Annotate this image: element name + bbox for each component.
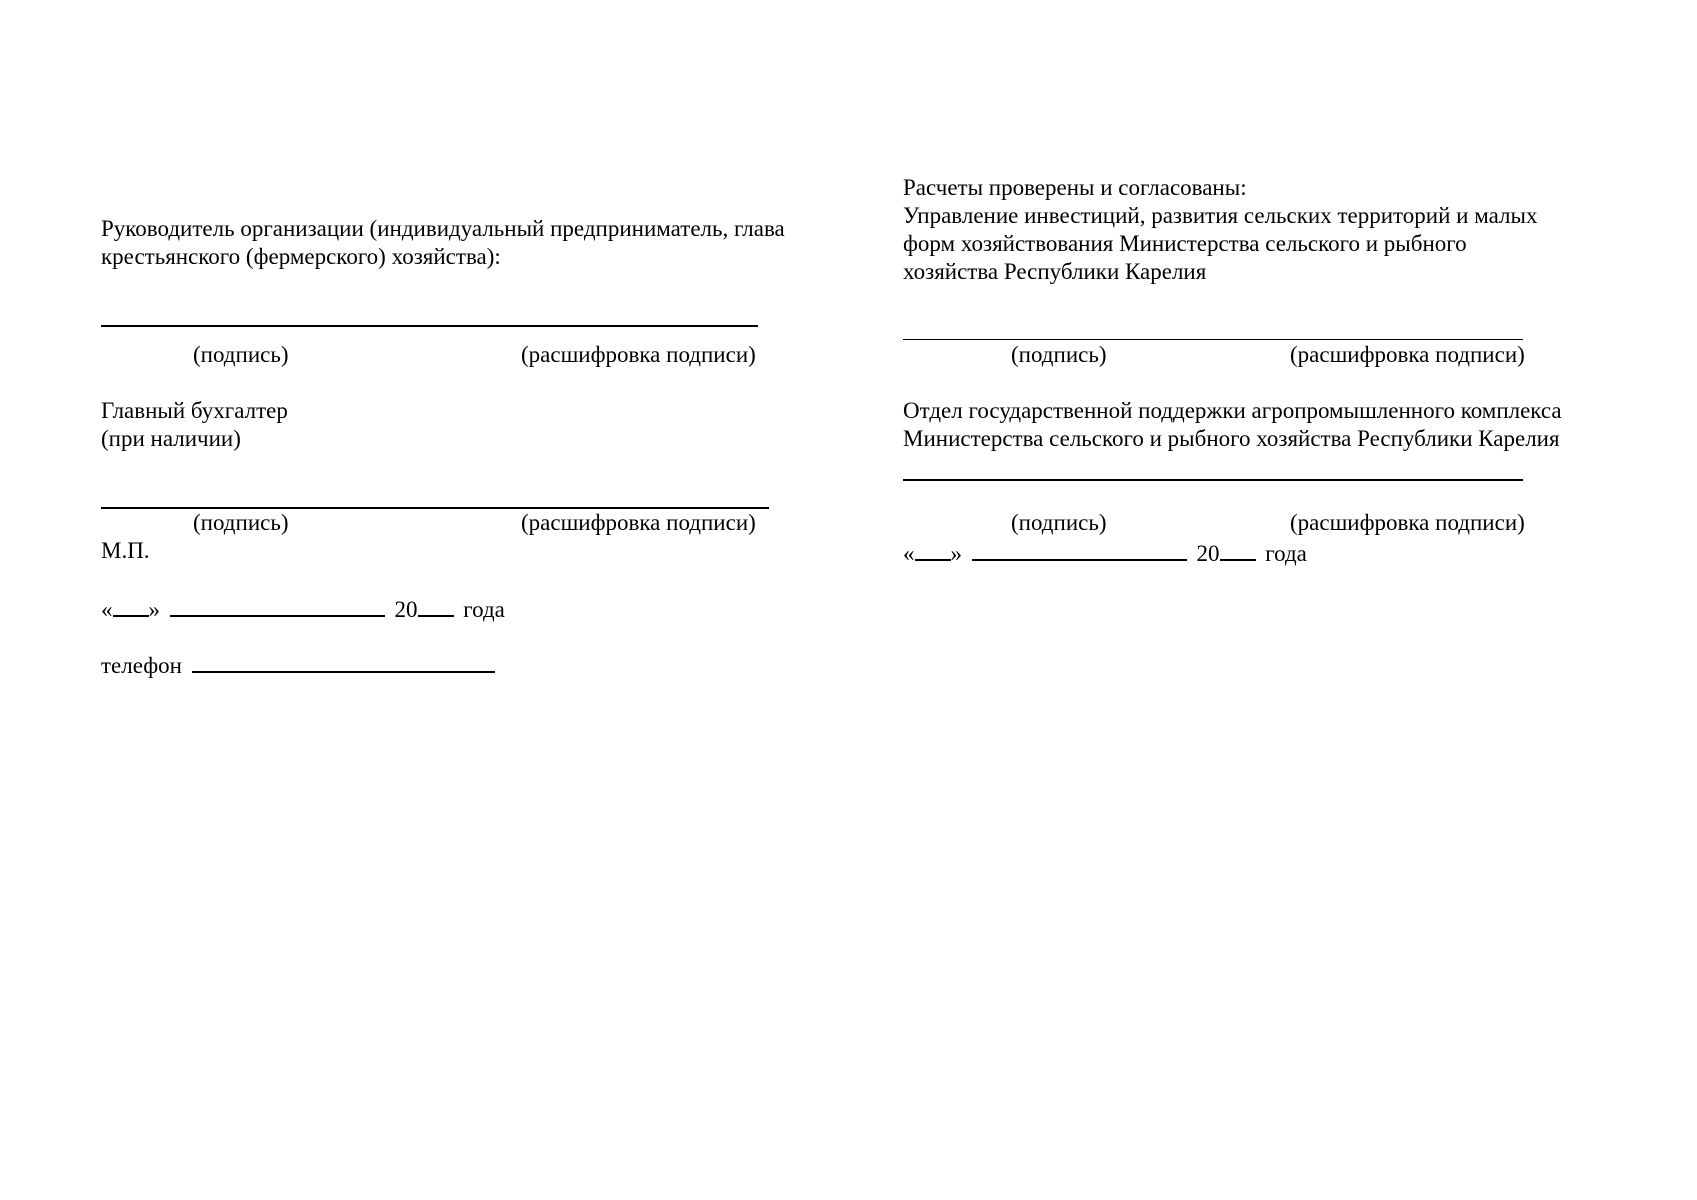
head-decoding-caption: (расшифровка подписи) <box>521 342 756 367</box>
dept1-label-line1: Управление инвестиций, развития сельских территорий и малых <box>903 203 1538 228</box>
dept1-decoding-caption: (расшифровка подписи) <box>1290 342 1525 367</box>
dept2-label-line2: Министерства сельского и рыбного хозяйства Республики Карелия <box>903 426 1560 451</box>
right-date-row <box>903 537 1307 568</box>
phone-label: телефон <box>101 653 182 678</box>
accountant-label-line2: (при наличии) <box>101 426 241 451</box>
phone-row <box>101 649 495 680</box>
accountant-label-line1: Главный бухгалтер <box>101 398 288 423</box>
right-date-open-quote: « <box>903 541 915 566</box>
phone-blank[interactable] <box>192 649 495 673</box>
dept2-decoding-caption: (расшифровка подписи) <box>1290 510 1525 535</box>
left-date-open-quote: « <box>101 597 113 622</box>
left-date-row <box>101 593 505 624</box>
dept1-label-line2: форм хозяйствования Министерства сельского и рыбного <box>903 231 1467 256</box>
right-date-close-quote: » <box>950 541 962 566</box>
dept1-label-line3: хозяйства Республики Карелия <box>903 259 1207 284</box>
head-label-line2: крестьянского (фермерского) хозяйства): <box>101 244 501 269</box>
dept1-signature-caption: (подпись) <box>1011 342 1107 367</box>
head-label-line1: Руководитель организации (индивидуальный предприниматель, глава <box>101 216 785 241</box>
left-date-year-prefix: 20 <box>394 597 418 622</box>
left-date-suffix: года <box>463 597 505 622</box>
left-date-day-blank[interactable] <box>113 593 149 617</box>
checked-label: Расчеты проверены и согласованы: <box>903 175 1247 200</box>
head-signature-line[interactable] <box>101 325 758 327</box>
right-date-suffix: года <box>1265 541 1307 566</box>
dept1-signature-line[interactable] <box>903 339 1523 340</box>
right-date-month-blank[interactable] <box>972 537 1187 561</box>
accountant-decoding-caption: (расшифровка подписи) <box>521 510 756 535</box>
left-date-month-blank[interactable] <box>170 593 385 617</box>
stamp-label: М.П. <box>101 538 150 563</box>
dept2-label-line1: Отдел государственной поддержки агропромышленного комплекса <box>903 398 1562 423</box>
left-date-year-blank[interactable] <box>418 593 454 617</box>
dept2-signature-line[interactable] <box>903 479 1523 481</box>
head-signature-caption: (подпись) <box>193 342 289 367</box>
right-date-year-prefix: 20 <box>1196 541 1220 566</box>
left-date-close-quote: » <box>148 597 160 622</box>
right-date-day-blank[interactable] <box>915 537 951 561</box>
dept2-signature-caption: (подпись) <box>1011 510 1107 535</box>
accountant-signature-caption: (подпись) <box>193 510 289 535</box>
right-date-year-blank[interactable] <box>1220 537 1256 561</box>
